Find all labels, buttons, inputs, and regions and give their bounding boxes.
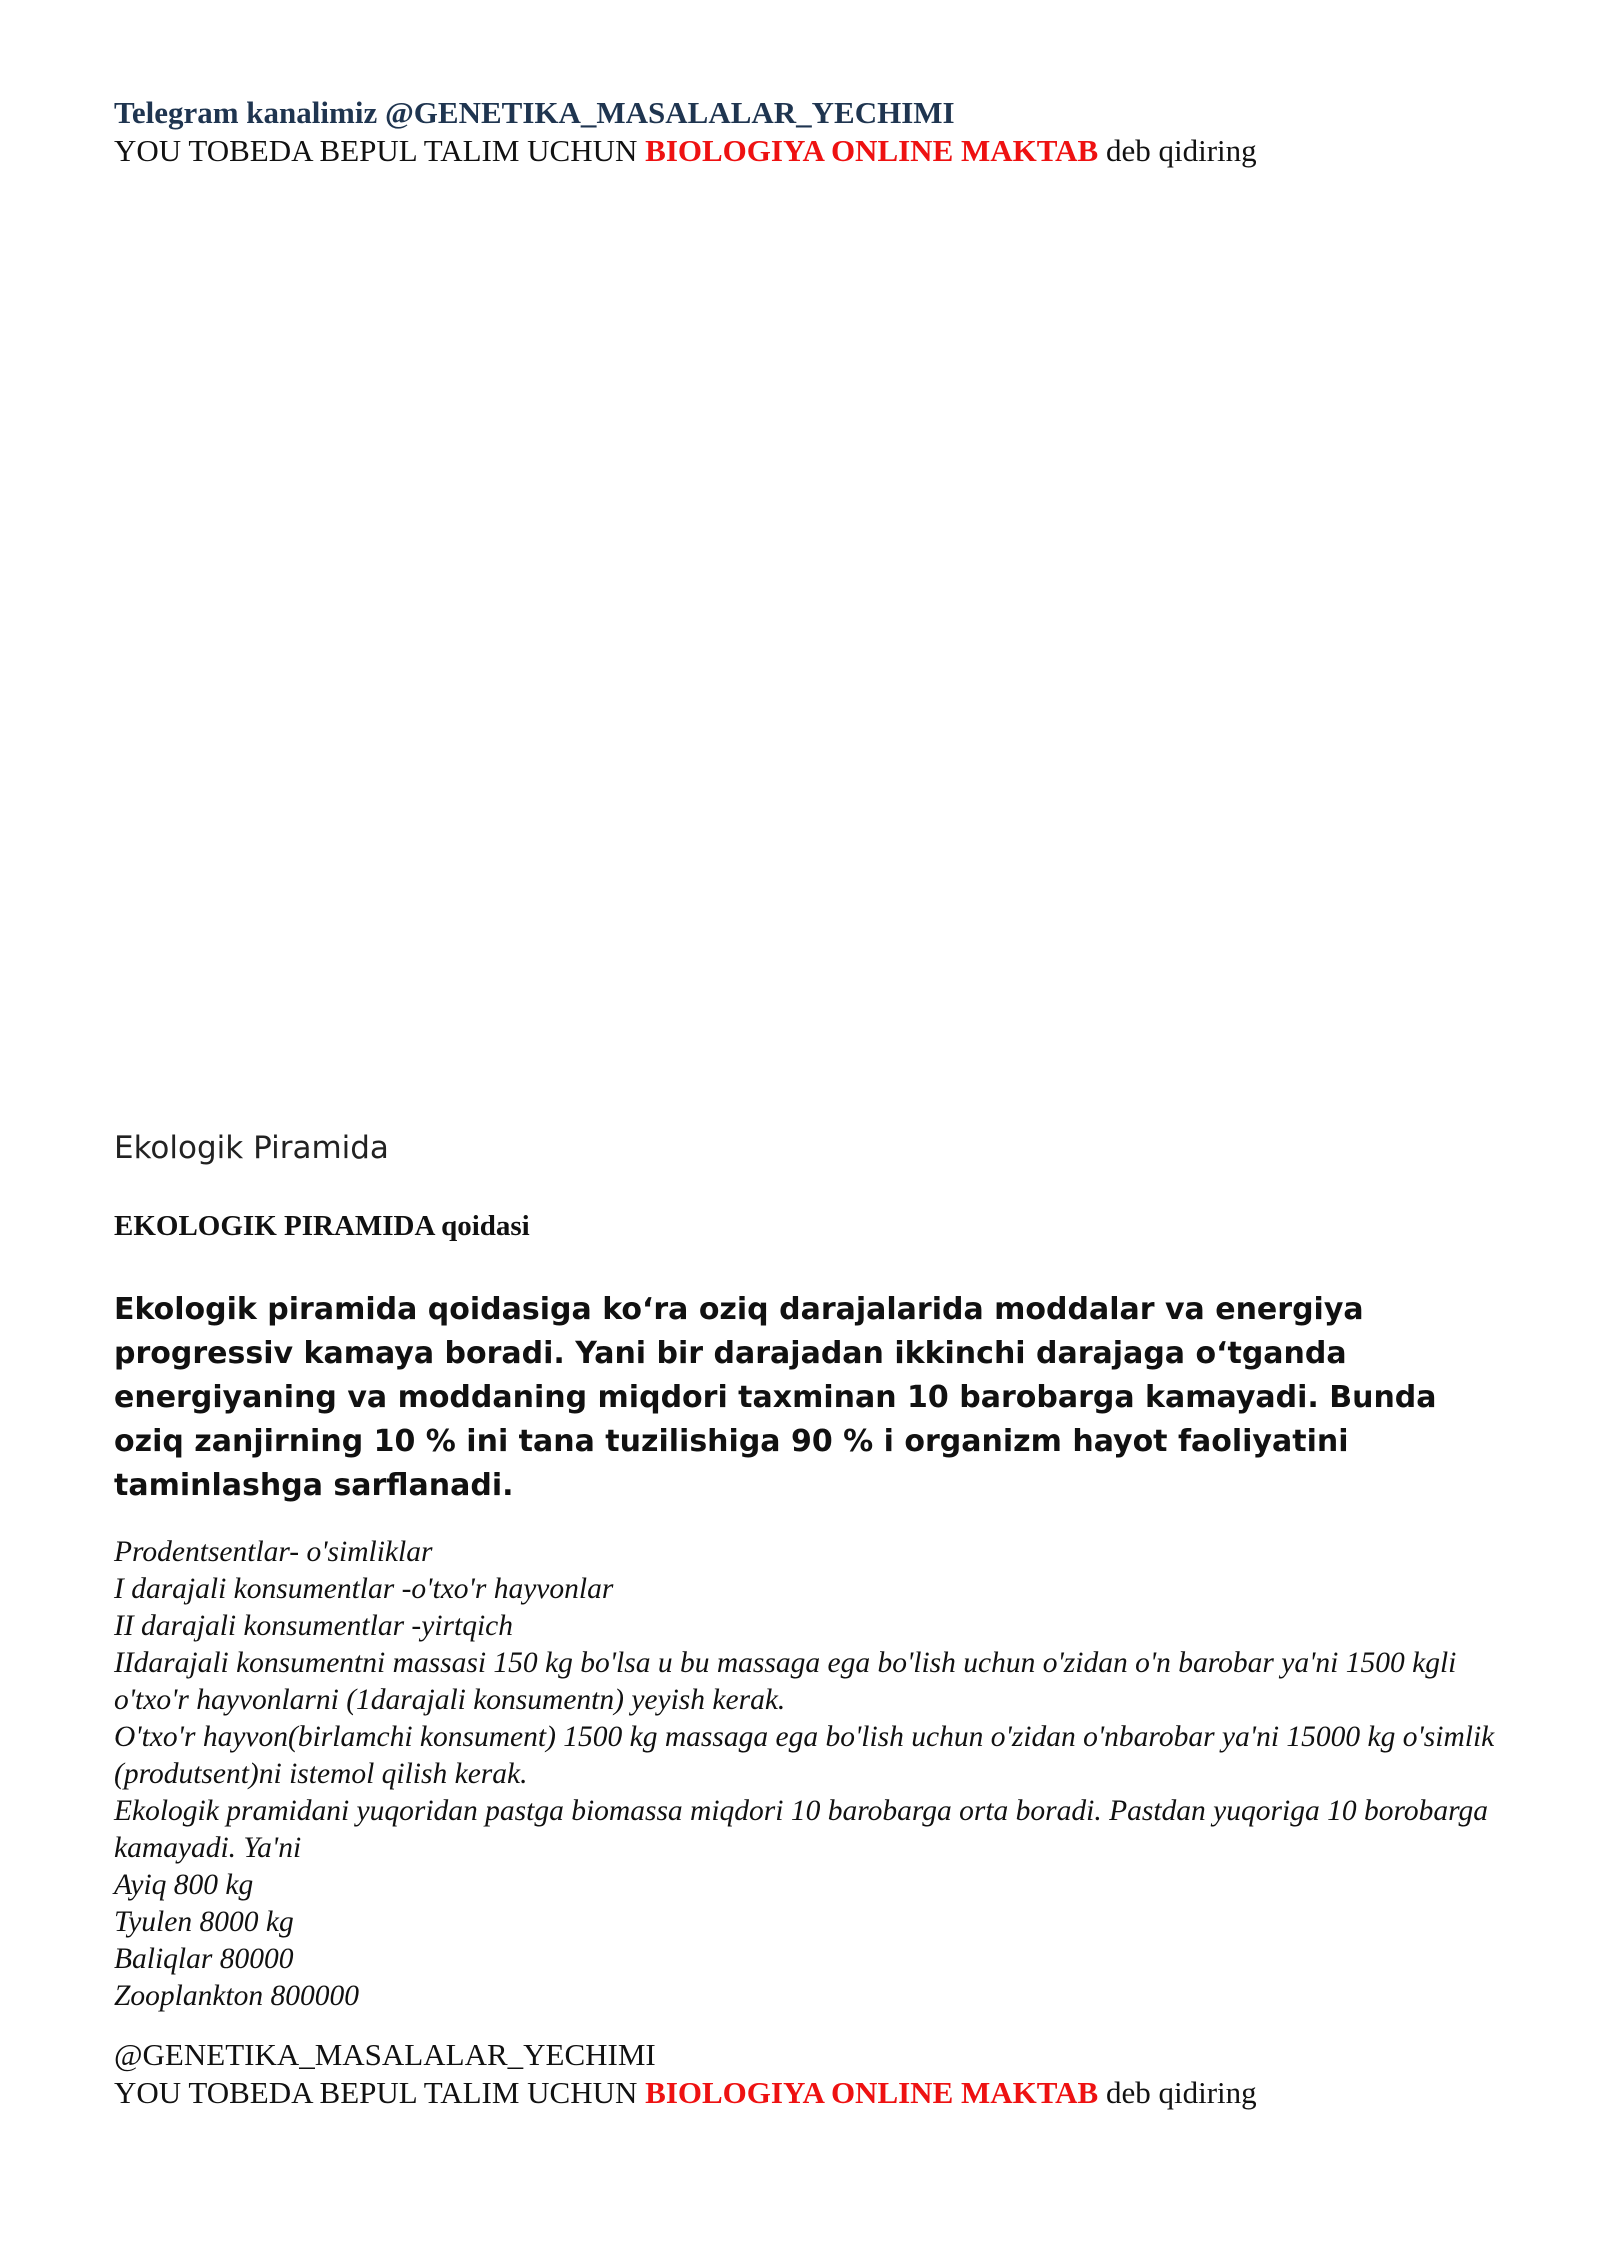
page-title: Ekologik Piramida — [114, 1130, 389, 1166]
youtube-channel-name: BIOLOGIYA ONLINE MAKTAB — [645, 133, 1099, 168]
notes-block — [114, 1534, 1504, 2015]
note-line: I darajali konsumentlar -o'txo'r hayvonlar — [114, 1573, 614, 1605]
youtube-promo-prefix: YOU TOBEDA BEPUL TALIM UCHUN — [114, 133, 646, 168]
youtube-promo-line — [114, 132, 1494, 170]
telegram-channel-line: Telegram kanalimiz @GENETIKA_MASALALAR_YECHIMI — [114, 95, 955, 130]
note-line: Zooplankton 800000 — [114, 1980, 360, 2012]
youtube-promo-suffix: deb qidiring — [1098, 133, 1257, 168]
footer-youtube-channel-name: BIOLOGIYA ONLINE MAKTAB — [645, 2075, 1099, 2110]
footer-youtube-prefix: YOU TOBEDA BEPUL TALIM UCHUN — [114, 2075, 646, 2110]
note-line: O'txo'r hayvon(birlamchi konsument) 1500 kg massaga ega bo'lish uchun o'zidan o'nbarobar ya'ni 15000 kg o'simlik (produtsent)ni istemol qilish kerak. — [114, 1721, 1495, 1790]
note-line: Tyulen 8000 kg — [114, 1906, 294, 1938]
rule-paragraph: Ekologik piramida qoidasiga ko‘ra oziq darajalarida moddalar va energiya progressiv kamaya boradi. Yani bir darajadan ikkinchi darajaga o‘tganda energiyaning va moddaning miqdori taxminan 10 barobarga kamayadi. Bunda oziq zanjirning 10 % ini tana tuzilishiga 90 % i organizm hayot faoliyatini taminlashga sarflanadi. — [114, 1292, 1437, 1503]
note-line: Baliqlar 80000 — [114, 1943, 294, 1975]
note-line: Prodentsentlar- o'simliklar — [114, 1536, 433, 1568]
page-header — [114, 94, 1494, 170]
note-line: Ayiq 800 kg — [114, 1869, 254, 1901]
footer-youtube-suffix: deb qidiring — [1098, 2075, 1257, 2110]
note-line: II darajali konsumentlar -yirtqich — [114, 1610, 514, 1642]
page-footer — [114, 2036, 1494, 2112]
note-line: IIdarajali konsumentni massasi 150 kg bo'lsa u bu massaga ega bo'lish uchun o'zidan o'n barobar ya'ni 1500 kgli o'txo'r hayvonlarni (1darajali konsumentn) yeyish kerak. — [114, 1647, 1457, 1716]
footer-telegram-handle: @GENETIKA_MASALALAR_YECHIMI — [114, 2037, 656, 2072]
rule-heading: EKOLOGIK PIRAMIDA qoidasi — [114, 1210, 530, 1242]
note-line: Ekologik pramidani yuqoridan pastga biomassa miqdori 10 barobarga orta boradi. Pastdan yuqoriga 10 borobarga kamayadi. Ya'ni — [114, 1795, 1488, 1864]
footer-youtube-promo-line — [114, 2074, 1494, 2112]
